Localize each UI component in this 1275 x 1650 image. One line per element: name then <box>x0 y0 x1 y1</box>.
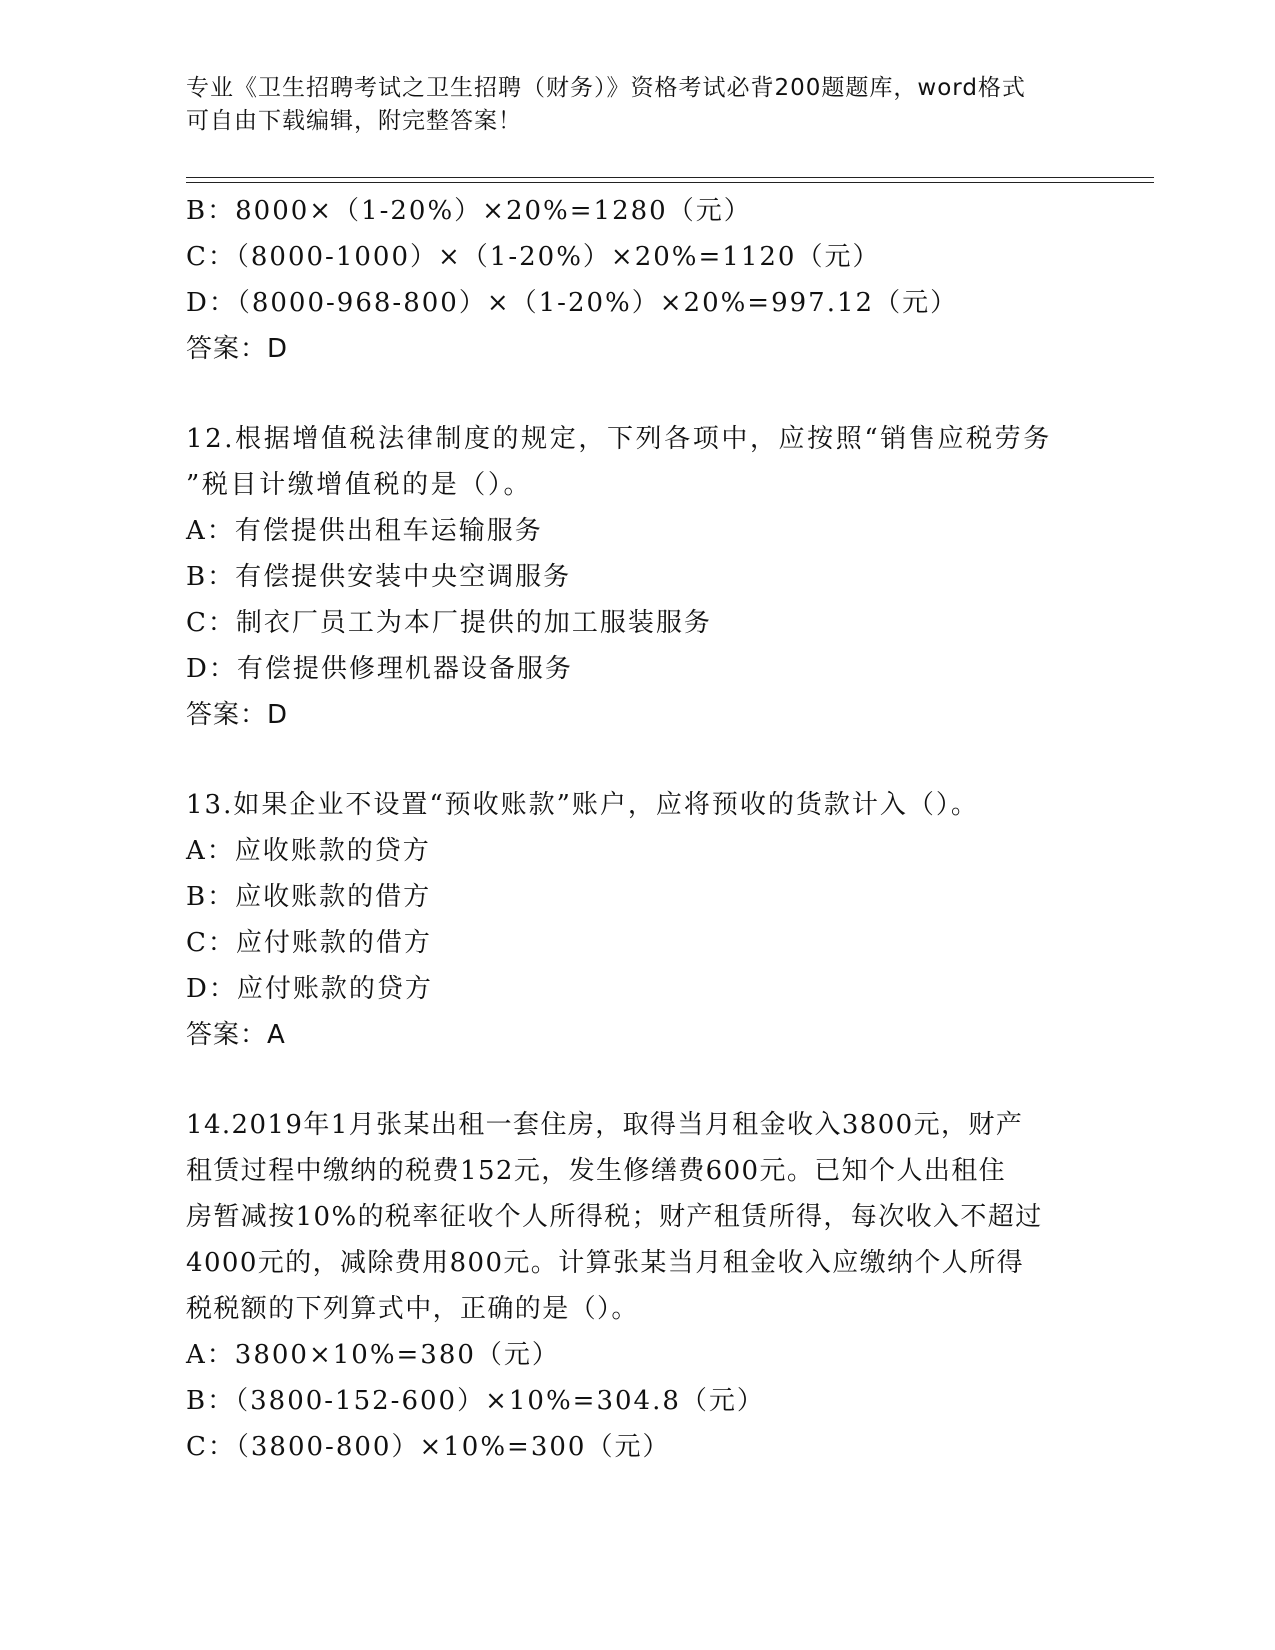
q13-stem: 13.如果企业不设置“预收账款”账户，应将预收的货款计入（）。 <box>186 790 979 820</box>
header-divider-top <box>186 177 1154 178</box>
question-12 <box>186 416 1086 738</box>
header-divider-bottom <box>186 182 1154 183</box>
question-spacer <box>186 1058 1086 1102</box>
q12-option-d: D：有偿提供修理机器设备服务 <box>186 654 573 684</box>
q12-option-c: C：制衣厂员工为本厂提供的加工服装服务 <box>186 608 712 638</box>
q14-stem-line5: 税税额的下列算式中，正确的是（）。 <box>186 1294 639 1324</box>
q11-option-c: C：（8000-1000）×（1-20%）×20%=1120（元） <box>186 242 881 272</box>
q11-option-d: D：（8000-968-800）×（1-20%）×20%=997.12（元） <box>186 288 959 318</box>
q14-stem-line3: 房暂减按10%的税率征收个人所得税；财产租赁所得，每次收入不超过 <box>186 1202 1043 1232</box>
header-title-line2: 可自由下载编辑，附完整答案！ <box>186 108 522 134</box>
q14-stem-line2: 租赁过程中缴纳的税费152元，发生修缮费600元。已知个人出租住 <box>186 1156 1007 1186</box>
q13-option-c: C：应付账款的借方 <box>186 928 432 958</box>
q12-stem-line1: 12.根据增值税法律制度的规定，下列各项中，应按照“销售应税劳务 <box>186 424 1052 454</box>
q11-option-b: B：8000×（1-20%）×20%=1280（元） <box>186 196 752 226</box>
q14-option-b: B：（3800-152-600）×10%=304.8（元） <box>186 1386 765 1416</box>
q13-option-b: B：应收账款的借方 <box>186 882 432 912</box>
q13-option-d: D：应付账款的贷方 <box>186 974 433 1004</box>
document-body <box>186 188 1086 1470</box>
document-header <box>186 72 1086 138</box>
q14-stem-line1: 14.2019年1月张某出租一套住房，取得当月租金收入3800元，财产 <box>186 1110 1024 1140</box>
q12-option-b: B：有偿提供安装中央空调服务 <box>186 562 572 592</box>
q14-stem-line4: 4000元的，减除费用800元。计算张某当月租金收入应缴纳个人所得 <box>186 1248 1024 1278</box>
question-13 <box>186 782 1086 1058</box>
q12-option-a: A：有偿提供出租车运输服务 <box>186 516 543 546</box>
q13-option-a: A：应收账款的贷方 <box>186 836 431 866</box>
question-14 <box>186 1102 1086 1470</box>
header-title-line1: 专业《卫生招聘考试之卫生招聘（财务）》资格考试必背200题题库，word格式 <box>186 75 1026 101</box>
q11-answer: 答案：D <box>186 334 289 364</box>
q12-answer: 答案：D <box>186 700 289 730</box>
question-11-tail <box>186 188 1086 372</box>
q14-option-c: C：（3800-800）×10%=300（元） <box>186 1432 671 1462</box>
question-spacer <box>186 372 1086 416</box>
q13-answer: 答案：A <box>186 1020 286 1050</box>
q12-stem-line2: ”税目计缴增值税的是（）。 <box>186 470 533 500</box>
q14-option-a: A：3800×10%=380（元） <box>186 1340 560 1370</box>
question-spacer <box>186 738 1086 782</box>
